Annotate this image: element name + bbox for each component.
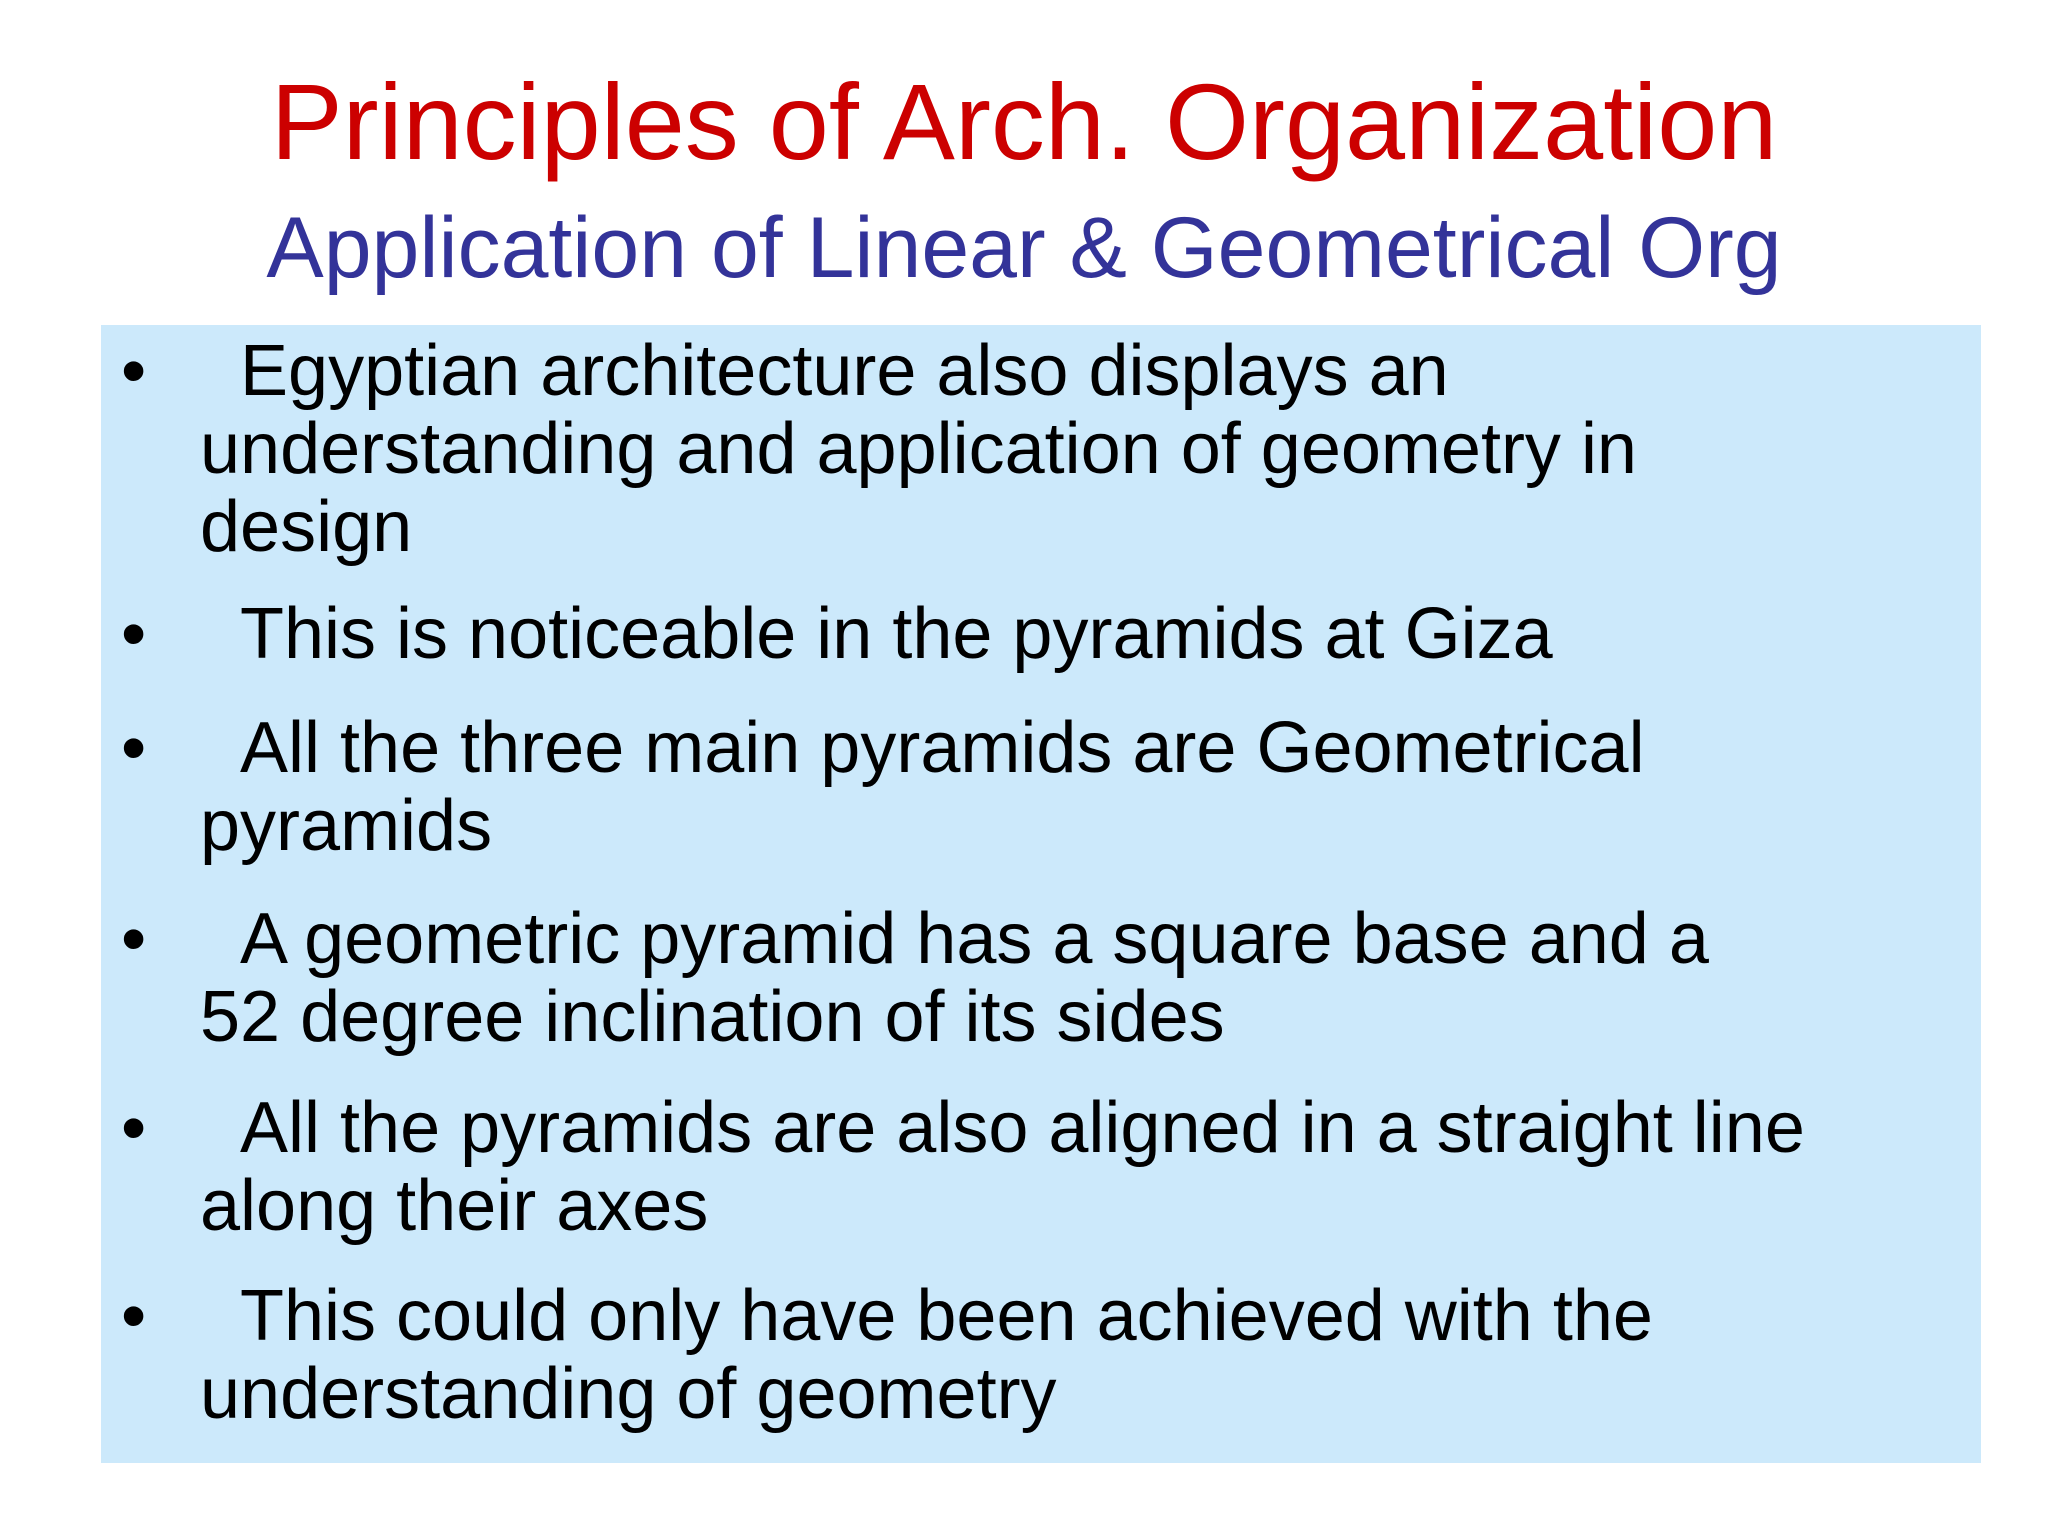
bullet-line: understanding of geometry xyxy=(200,1354,1057,1434)
bullet-text xyxy=(200,595,1990,673)
bullet-line: All the pyramids are also aligned in a straight line xyxy=(200,1088,1805,1168)
bullet-text xyxy=(200,1089,1990,1245)
bullet-dot: • xyxy=(121,1088,147,1168)
bullet-dot: • xyxy=(121,899,147,979)
slide-subtitle: Application of Linear & Geometrical Org xyxy=(266,200,1782,296)
bullet-text xyxy=(200,709,1990,865)
bullet-line: A geometric pyramid has a square base and a xyxy=(200,899,1709,979)
bullet-line: pyramids xyxy=(200,786,493,866)
bullet-line: Egyptian architecture also displays an xyxy=(200,331,1449,411)
bullet-text xyxy=(200,1277,1990,1433)
bullet-dot: • xyxy=(121,594,147,674)
bullet-dot: • xyxy=(121,708,147,788)
bullet-line: This could only have been achieved with the xyxy=(200,1276,1653,1356)
bullet-line: along their axes xyxy=(200,1166,709,1246)
bullet-text xyxy=(200,332,1990,566)
content-box xyxy=(101,325,1981,1463)
bullet-line: This is noticeable in the pyramids at Giza xyxy=(200,594,1553,674)
bullet-dot: • xyxy=(121,1276,147,1356)
bullet-line: 52 degree inclination of its sides xyxy=(200,977,1225,1057)
bullet-text xyxy=(200,900,1990,1056)
bullet-line: design xyxy=(200,487,413,567)
bullet-line: All the three main pyramids are Geometrical xyxy=(200,708,1645,788)
bullet-dot: • xyxy=(121,331,147,411)
slide-title: Principles of Arch. Organization xyxy=(270,61,1778,182)
bullet-line: understanding and application of geometry in xyxy=(200,409,1637,489)
